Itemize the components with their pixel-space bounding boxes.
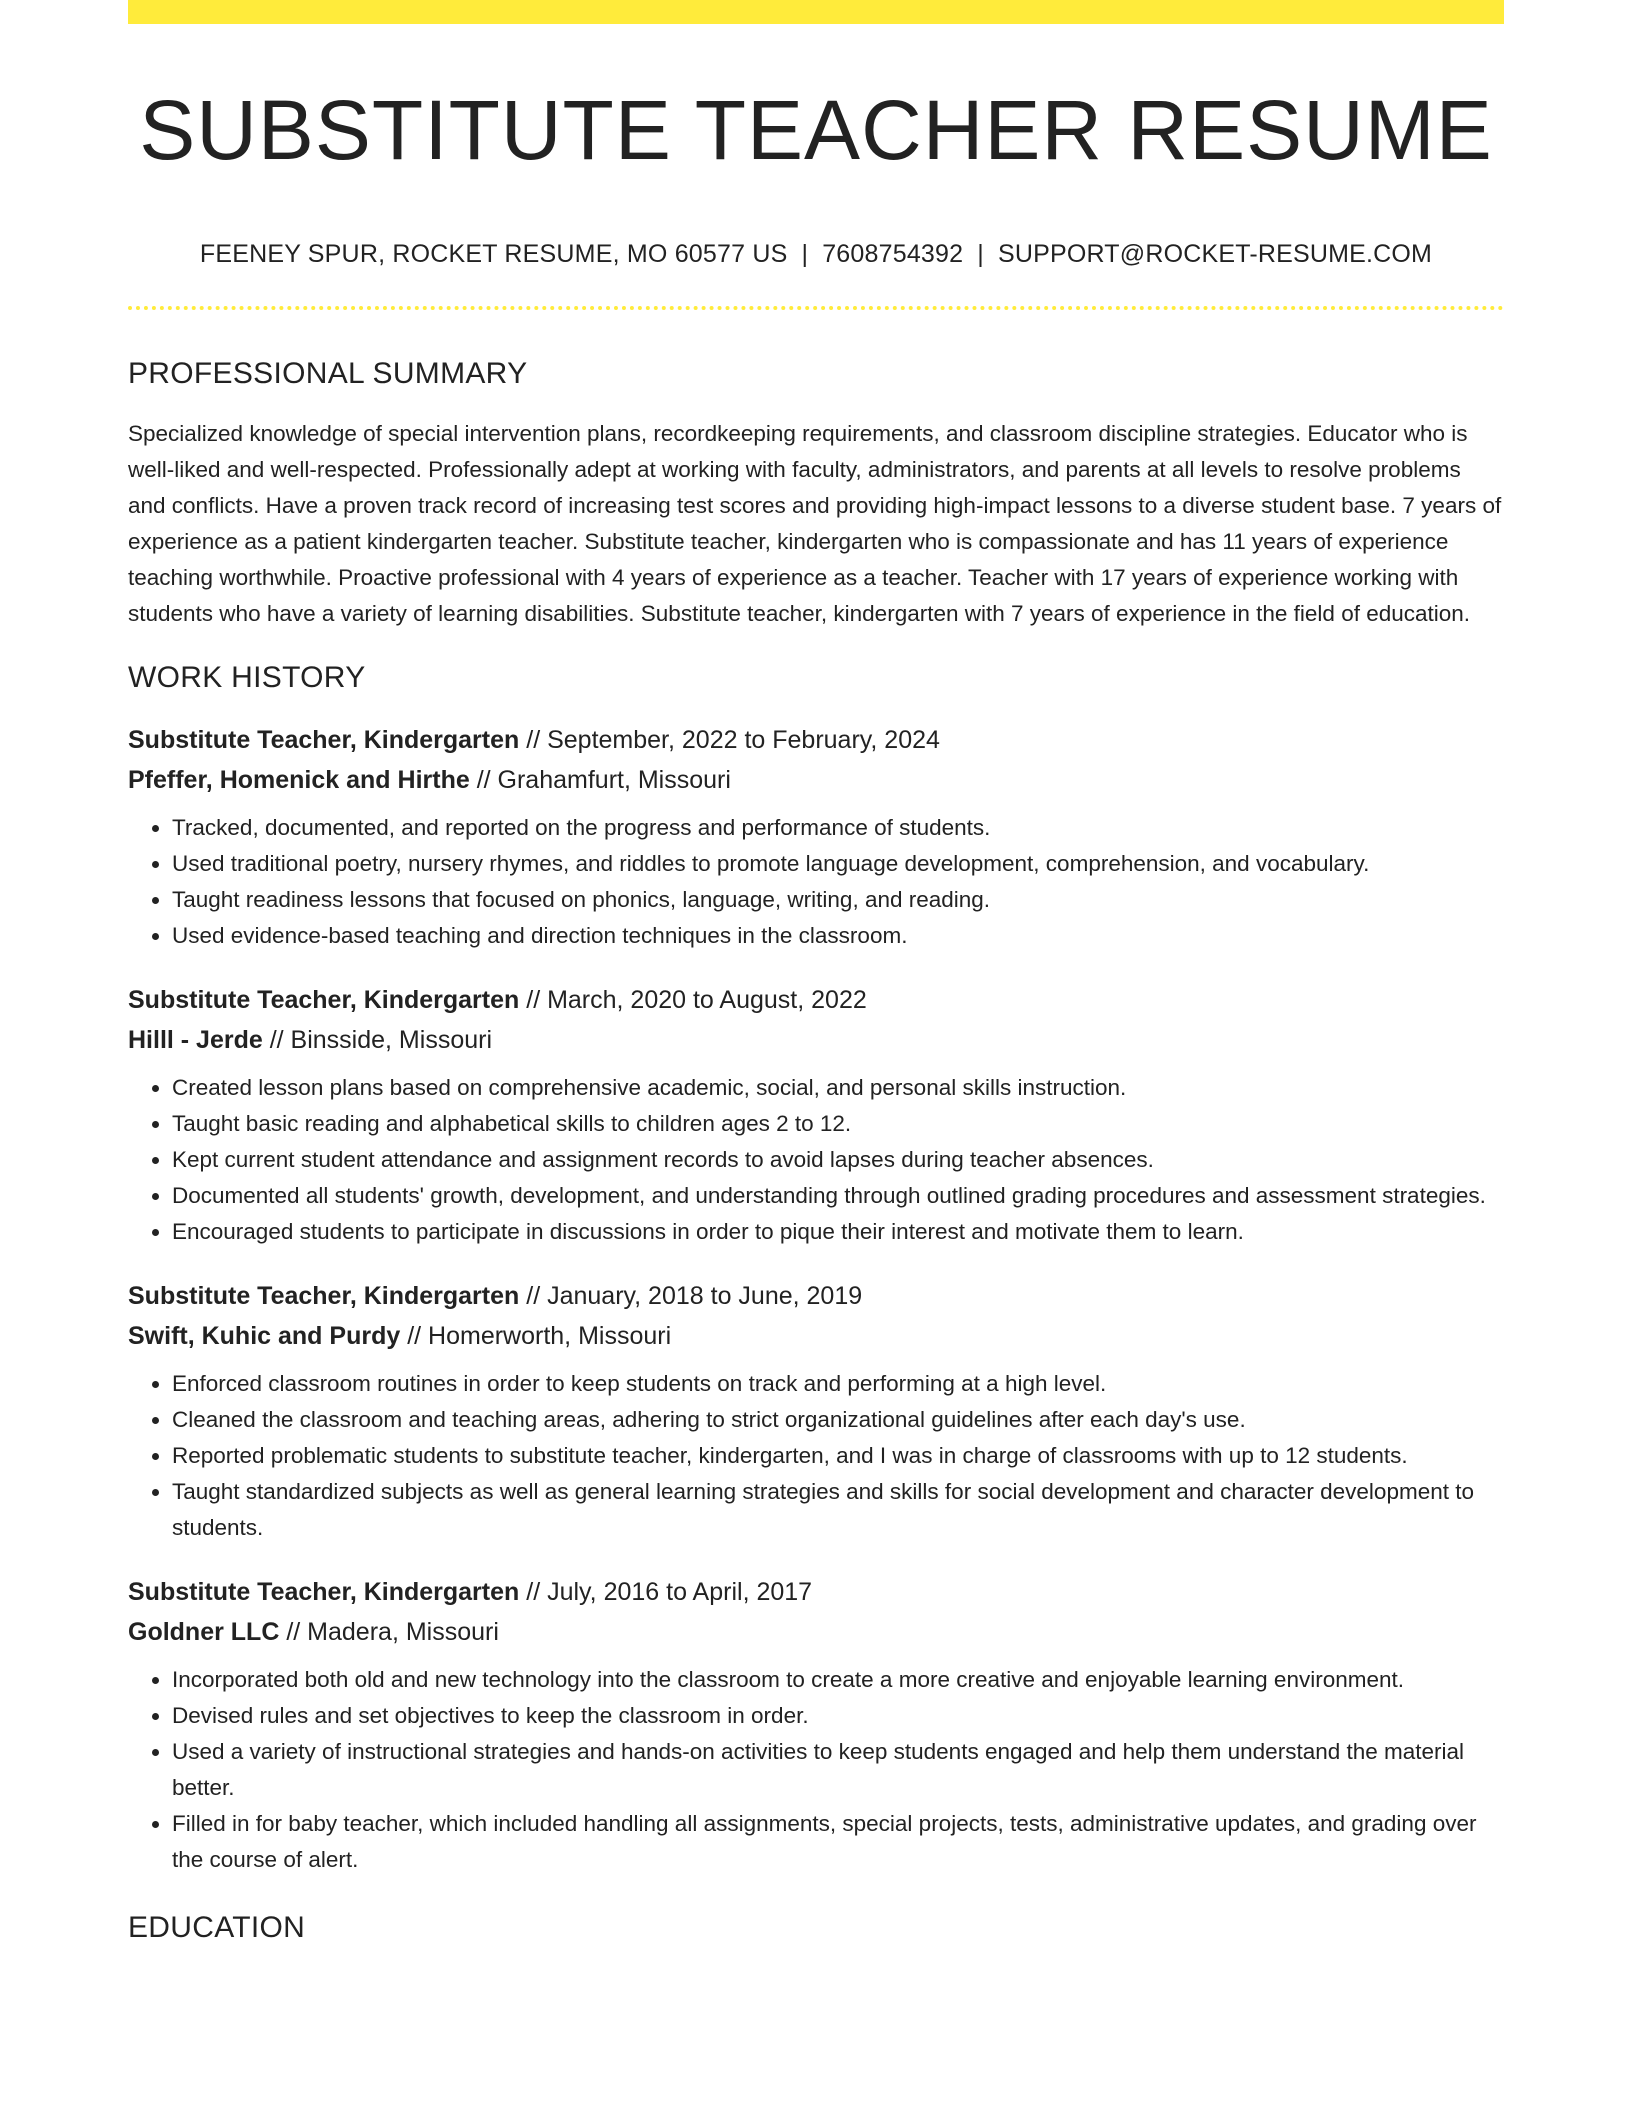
job-company: Swift, Kuhic and Purdy xyxy=(128,1322,401,1350)
contact-separator: | xyxy=(977,240,984,268)
contact-phone: 7608754392 xyxy=(822,240,964,268)
job-company: Goldner LLC xyxy=(128,1618,280,1646)
job-bullet: • Filled in for baby teacher, which included handling all assignments, special projects, tests, administrative updates, and grading over the course of alert. xyxy=(172,1806,1504,1878)
job-company: Pfeffer, Homenick and Hirthe xyxy=(128,766,470,794)
job-bullet: • Taught readiness lessons that focused on phonics, language, writing, and reading. xyxy=(172,882,1504,918)
job-bullet: • Cleaned the classroom and teaching areas, adhering to strict organizational guidelines after each day's use. xyxy=(172,1402,1504,1438)
job-bullet: • Documented all students' growth, development, and understanding through outlined grading procedures and assessment strategies. xyxy=(172,1178,1504,1214)
job-bullet: • Incorporated both old and new technology into the classroom to create a more creative and enjoyable learning environment. xyxy=(172,1662,1504,1698)
job-bullet: • Devised rules and set objectives to keep the classroom in order. xyxy=(172,1698,1504,1734)
job-dates: // March, 2020 to August, 2022 xyxy=(519,986,867,1014)
contact-email: SUPPORT@ROCKET-RESUME.COM xyxy=(997,240,1433,268)
job-company-line xyxy=(128,1020,1504,1060)
job-company: Hilll - Jerde xyxy=(128,1026,263,1054)
job-bullet: • Created lesson plans based on comprehensive academic, social, and personal skills instruction. xyxy=(172,1070,1504,1106)
job-location: // Homerworth, Missouri xyxy=(400,1322,672,1350)
job-title: Substitute Teacher, Kindergarten xyxy=(128,726,520,754)
job-company-line xyxy=(128,1612,1504,1652)
job-location: // Madera, Missouri xyxy=(279,1618,499,1646)
job-entry xyxy=(128,720,1504,954)
job-bullet: • Encouraged students to participate in discussions in order to pique their interest and motivate them to learn. xyxy=(172,1214,1504,1250)
job-bullets xyxy=(128,1070,1504,1250)
job-bullet: • Used traditional poetry, nursery rhymes, and riddles to promote language development, comprehension, and vocabulary. xyxy=(172,846,1504,882)
job-bullets xyxy=(128,810,1504,954)
job-title-line xyxy=(128,980,1504,1020)
job-bullet: • Used a variety of instructional strategies and hands-on activities to keep students engaged and help them understand the material better. xyxy=(172,1734,1504,1806)
resume-content xyxy=(128,350,1504,1970)
work-history-heading: WORK HISTORY xyxy=(128,661,366,694)
job-title: Substitute Teacher, Kindergarten xyxy=(128,986,520,1014)
job-bullet: • Kept current student attendance and assignment records to avoid lapses during teacher absences. xyxy=(172,1142,1504,1178)
summary-heading: PROFESSIONAL SUMMARY xyxy=(128,357,528,390)
job-entry xyxy=(128,980,1504,1250)
work-history-list xyxy=(128,720,1504,1878)
job-location: // Binsside, Missouri xyxy=(262,1026,493,1054)
job-title-line xyxy=(128,1572,1504,1612)
top-accent-bar xyxy=(128,0,1504,24)
job-bullet: • Enforced classroom routines in order to keep students on track and performing at a high level. xyxy=(172,1366,1504,1402)
job-entry xyxy=(128,1572,1504,1878)
job-company-line xyxy=(128,1316,1504,1356)
job-bullet: • Reported problematic students to substitute teacher, kindergarten, and I was in charge of classrooms with up to 12 students. xyxy=(172,1438,1504,1474)
job-bullet: • Used evidence-based teaching and direction techniques in the classroom. xyxy=(172,918,1504,954)
job-title: Substitute Teacher, Kindergarten xyxy=(128,1282,520,1310)
contact-separator: | xyxy=(801,240,809,268)
job-title-line xyxy=(128,720,1504,760)
job-bullet: • Taught standardized subjects as well as general learning strategies and skills for social development and character development to students. xyxy=(172,1474,1504,1546)
job-title: Substitute Teacher, Kindergarten xyxy=(128,1578,520,1606)
contact-line xyxy=(128,236,1504,272)
job-company-line xyxy=(128,760,1504,800)
job-bullets xyxy=(128,1366,1504,1546)
job-dates: // September, 2022 to February, 2024 xyxy=(519,726,940,754)
job-bullets xyxy=(128,1662,1504,1878)
job-entry xyxy=(128,1276,1504,1546)
resume-title: SUBSTITUTE TEACHER RESUME xyxy=(139,83,1493,177)
contact-address: FEENEY SPUR, ROCKET RESUME, MO 60577 US xyxy=(199,240,788,268)
job-dates: // July, 2016 to April, 2017 xyxy=(519,1578,813,1606)
dotted-divider xyxy=(128,306,1504,310)
job-location: // Grahamfurt, Missouri xyxy=(469,766,731,794)
education-heading: EDUCATION xyxy=(128,1911,306,1944)
job-bullet: • Tracked, documented, and reported on the progress and performance of students. xyxy=(172,810,1504,846)
summary-text: Specialized knowledge of special intervention plans, recordkeeping requirements, and classroom discipline strategies. Educator who is well-liked and well-respected. Professionally adept at working with faculty, administrators, and parents at all levels to resolve problems and conflicts. Have a proven track record of increasing test scores and providing high-impact lessons to a diverse student base. 7 years of experience as a patient kindergarten teacher. Substitute teacher, kindergarten who is compassionate and has 11 years of experience teaching worthwhile. Proactive professional with 4 years of experience as a teacher. Teacher with 17 years of experience working with students who have a variety of learning disabilities. Substitute teacher, kindergarten with 7 years of experience in the field of education. xyxy=(128,421,1502,626)
job-dates: // January, 2018 to June, 2019 xyxy=(519,1282,863,1310)
job-bullet: • Taught basic reading and alphabetical skills to children ages 2 to 12. xyxy=(172,1106,1504,1142)
job-title-line xyxy=(128,1276,1504,1316)
